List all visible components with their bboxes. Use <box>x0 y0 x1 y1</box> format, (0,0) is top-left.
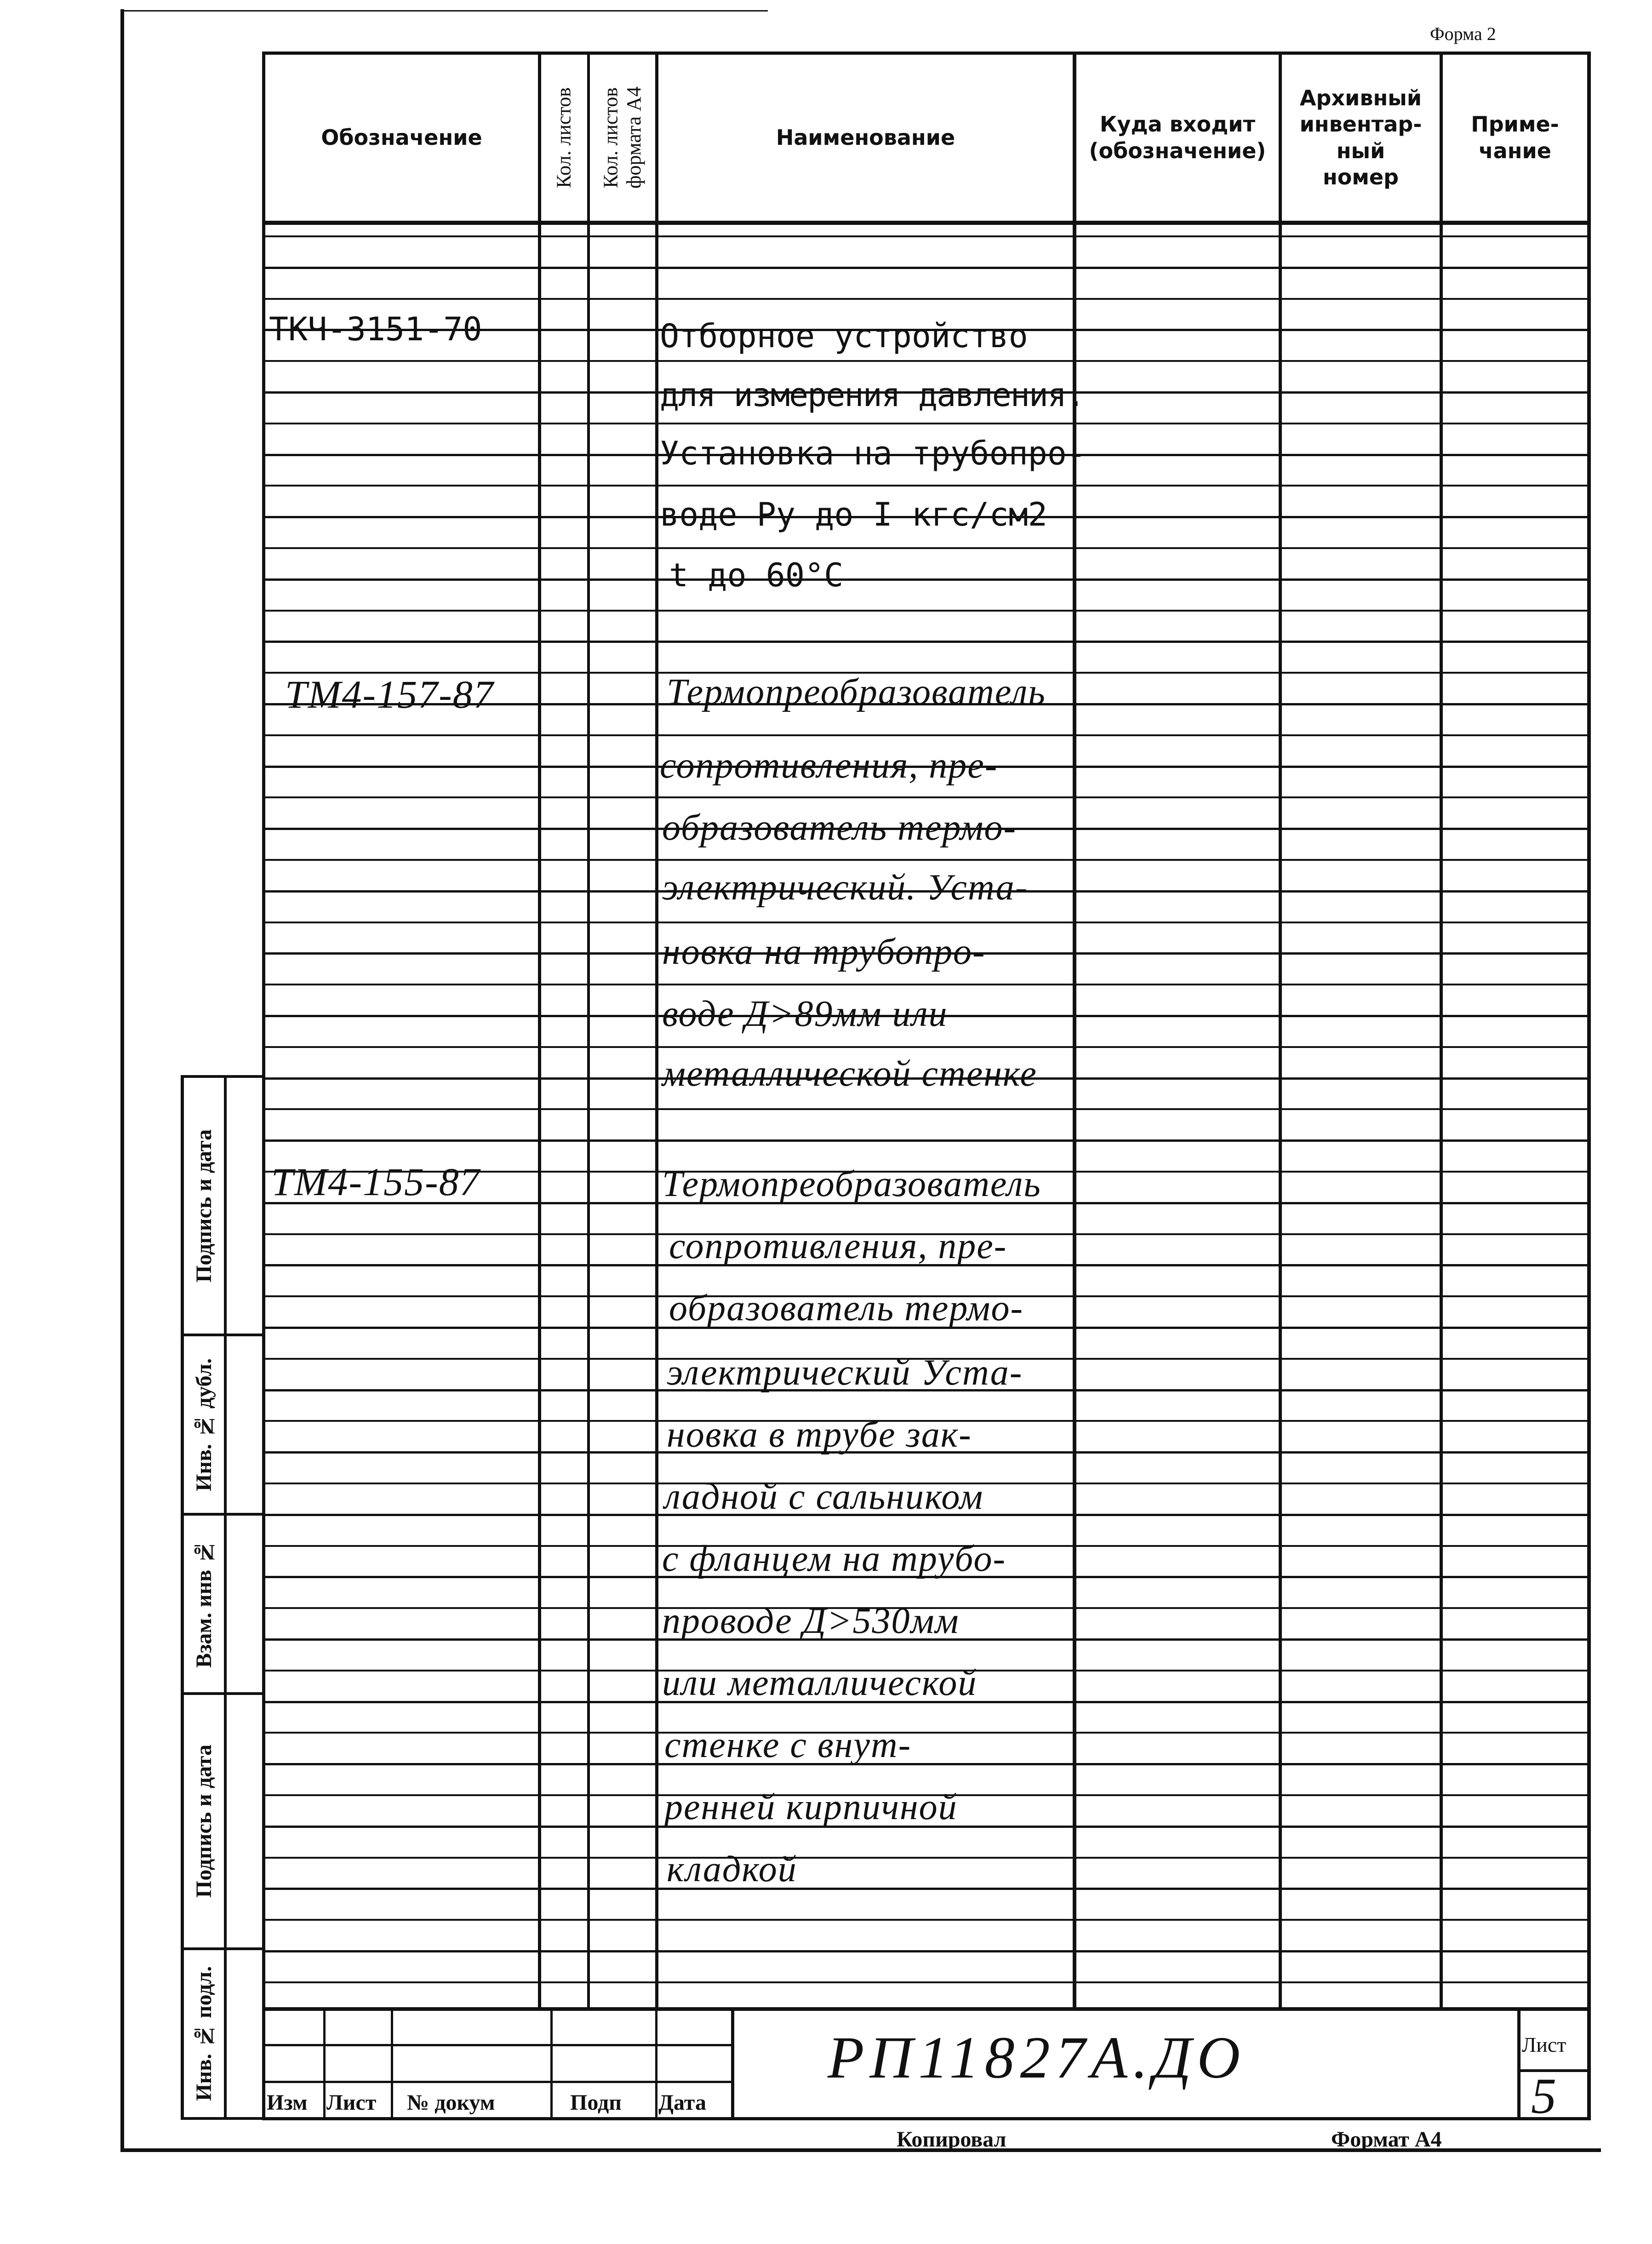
table-row-line <box>265 859 1587 861</box>
title-col-2 <box>391 2009 393 2118</box>
entry-1-name-line-5: t до 60°C <box>669 556 844 594</box>
table-row-line <box>265 1950 1587 1952</box>
entry-3-name-line-11: ренней кирпичной <box>664 1787 958 1827</box>
table-row-line <box>265 1139 1587 1142</box>
side-col-mid <box>224 1075 227 2120</box>
table-row-line <box>265 235 1587 237</box>
table-row-line <box>265 1046 1587 1048</box>
entry-3-name-line-10: стенке с внут- <box>664 1725 912 1765</box>
entry-3-name-line-9: или металлической <box>662 1663 977 1703</box>
col-sep-6 <box>1440 52 1443 2010</box>
entry-3-name-line-3: образователь термо- <box>669 1288 1024 1328</box>
side-row-bottom <box>181 2117 265 2120</box>
table-left-border <box>262 52 265 2120</box>
table-row-line <box>265 267 1587 269</box>
table-row-line <box>265 734 1587 736</box>
table-row-line <box>265 360 1587 362</box>
table-row-line <box>265 485 1587 487</box>
title-col-sheet <box>1517 2009 1521 2118</box>
entry-2-name-line-3: образователь термо- <box>662 807 1017 848</box>
entry-2-name-line-2: сопротивления, пре- <box>660 745 998 786</box>
title-col-4 <box>655 2009 657 2118</box>
title-col-1 <box>323 2009 326 2118</box>
title-block-row-1 <box>265 2044 732 2046</box>
side-label-inv-dup: Инв. № дубл. <box>192 1358 216 1491</box>
entry-1-name-line-1: Отборное устройство <box>660 317 1028 355</box>
footer-format: Формат А4 <box>1331 2127 1442 2152</box>
entry-3-name-line-1: Термопреобразователь <box>662 1164 1041 1204</box>
entry-3-name-line-5: новка в трубе зак- <box>667 1414 972 1455</box>
side-label-sign-date-bottom: Подпись и дата <box>192 1744 216 1898</box>
header-note: Приме-чание <box>1471 112 1559 163</box>
table-row-line <box>265 1888 1587 1890</box>
table-right-border <box>1587 52 1591 2120</box>
header-sheets-a4: Кол. листов формата А4 <box>599 86 645 189</box>
table-row-line <box>265 298 1587 300</box>
side-label-sign-date-top: Подпись и дата <box>192 1129 216 1282</box>
table-row-line <box>265 1981 1587 1983</box>
col-sep-4 <box>1073 52 1076 2010</box>
title-block-row-2 <box>265 2081 732 2083</box>
table-row-line <box>265 1732 1587 1734</box>
entry-1-name-line-4: воде Ру до I кгс/см2 <box>660 496 1047 533</box>
table-row-line <box>265 423 1587 424</box>
col-sep-2 <box>587 52 590 2010</box>
header-where-used: Куда входит (обозначение) <box>1089 112 1266 163</box>
footer-copied: Копировал <box>897 2127 1006 2152</box>
table-row-line <box>265 1857 1587 1859</box>
entry-3-name-line-8: проводе Д>530мм <box>662 1601 960 1641</box>
form-label: Форма 2 <box>1430 23 1496 44</box>
col-sep-5 <box>1279 52 1282 2010</box>
entry-1-name-line-3: Установка на трубопро- <box>660 435 1086 472</box>
header-archive-number: Архивный инвентар-ный номер <box>1299 85 1422 189</box>
entry-2-name-line-1: Термопреобразователь <box>667 672 1046 712</box>
entry-3-name-line-2: сопротивления, пре- <box>669 1226 1007 1266</box>
entry-3-name-line-6: ладной с сальником <box>664 1477 984 1517</box>
table-row-line <box>265 1919 1587 1921</box>
header-sheets-count: Кол. листов <box>552 87 575 188</box>
title-label-izm: Изм <box>267 2090 308 2115</box>
entry-2-name-line-4: электрический. Уста- <box>662 867 1029 908</box>
side-label-vzam-inv: Взам. инв № <box>192 1540 216 1668</box>
title-label-date: Дата <box>658 2090 706 2115</box>
entry-1-name-line-2: для измерения давления. <box>660 376 1085 414</box>
sheet-number: 5 <box>1531 2068 1557 2124</box>
table-row-line <box>265 1108 1587 1110</box>
table-row-line <box>265 578 1587 581</box>
table-row-line <box>265 641 1587 643</box>
entry-3-name-line-7: с фланцем на трубо- <box>662 1539 1006 1579</box>
entry-1-designation: ТКЧ-3151-70 <box>269 310 482 348</box>
table-row-line <box>265 610 1587 612</box>
entry-2-name-line-7: металлической стенке <box>662 1053 1037 1094</box>
entry-3-name-line-4: электрический Уста- <box>667 1352 1023 1393</box>
entry-2-name-line-5: новка на трубопро- <box>662 932 986 972</box>
outer-frame-top-dash <box>124 10 768 11</box>
side-col-left <box>181 1075 184 2120</box>
document-designation: РП11827А.ДО <box>828 2025 1246 2091</box>
header-bottom-border <box>262 221 1591 225</box>
side-label-inv-orig: Инв. № подл. <box>192 1966 216 2101</box>
header-designation: Обозначение <box>321 125 482 150</box>
title-col-3 <box>550 2009 553 2118</box>
title-col-5 <box>731 2009 734 2118</box>
col-sep-3 <box>655 52 658 2010</box>
title-label-sheet: Лист <box>1522 2033 1566 2056</box>
table-row-line <box>265 796 1587 798</box>
entry-2-designation: ТМ4-157-87 <box>285 672 494 716</box>
table-row-line <box>265 984 1587 985</box>
table-row-line <box>265 547 1587 549</box>
col-sep-1 <box>538 52 541 2010</box>
entry-2-name-line-6: воде Д>89мм или <box>662 994 948 1034</box>
title-label-list: Лист <box>326 2090 377 2115</box>
table-row-line <box>265 1763 1587 1765</box>
title-label-doc-no: № докум <box>407 2090 495 2115</box>
title-label-podp: Подп <box>570 2090 622 2115</box>
entry-3-name-line-12: кладкой <box>667 1849 797 1889</box>
outer-frame-left <box>120 9 124 2152</box>
table-top-border <box>262 52 1591 55</box>
title-block-top <box>262 2007 1591 2011</box>
entry-3-designation: ТМ4-155-87 <box>271 1160 480 1204</box>
table-row-line <box>265 922 1587 923</box>
header-name: Наименование <box>776 125 955 150</box>
title-block-bottom <box>262 2117 1591 2120</box>
